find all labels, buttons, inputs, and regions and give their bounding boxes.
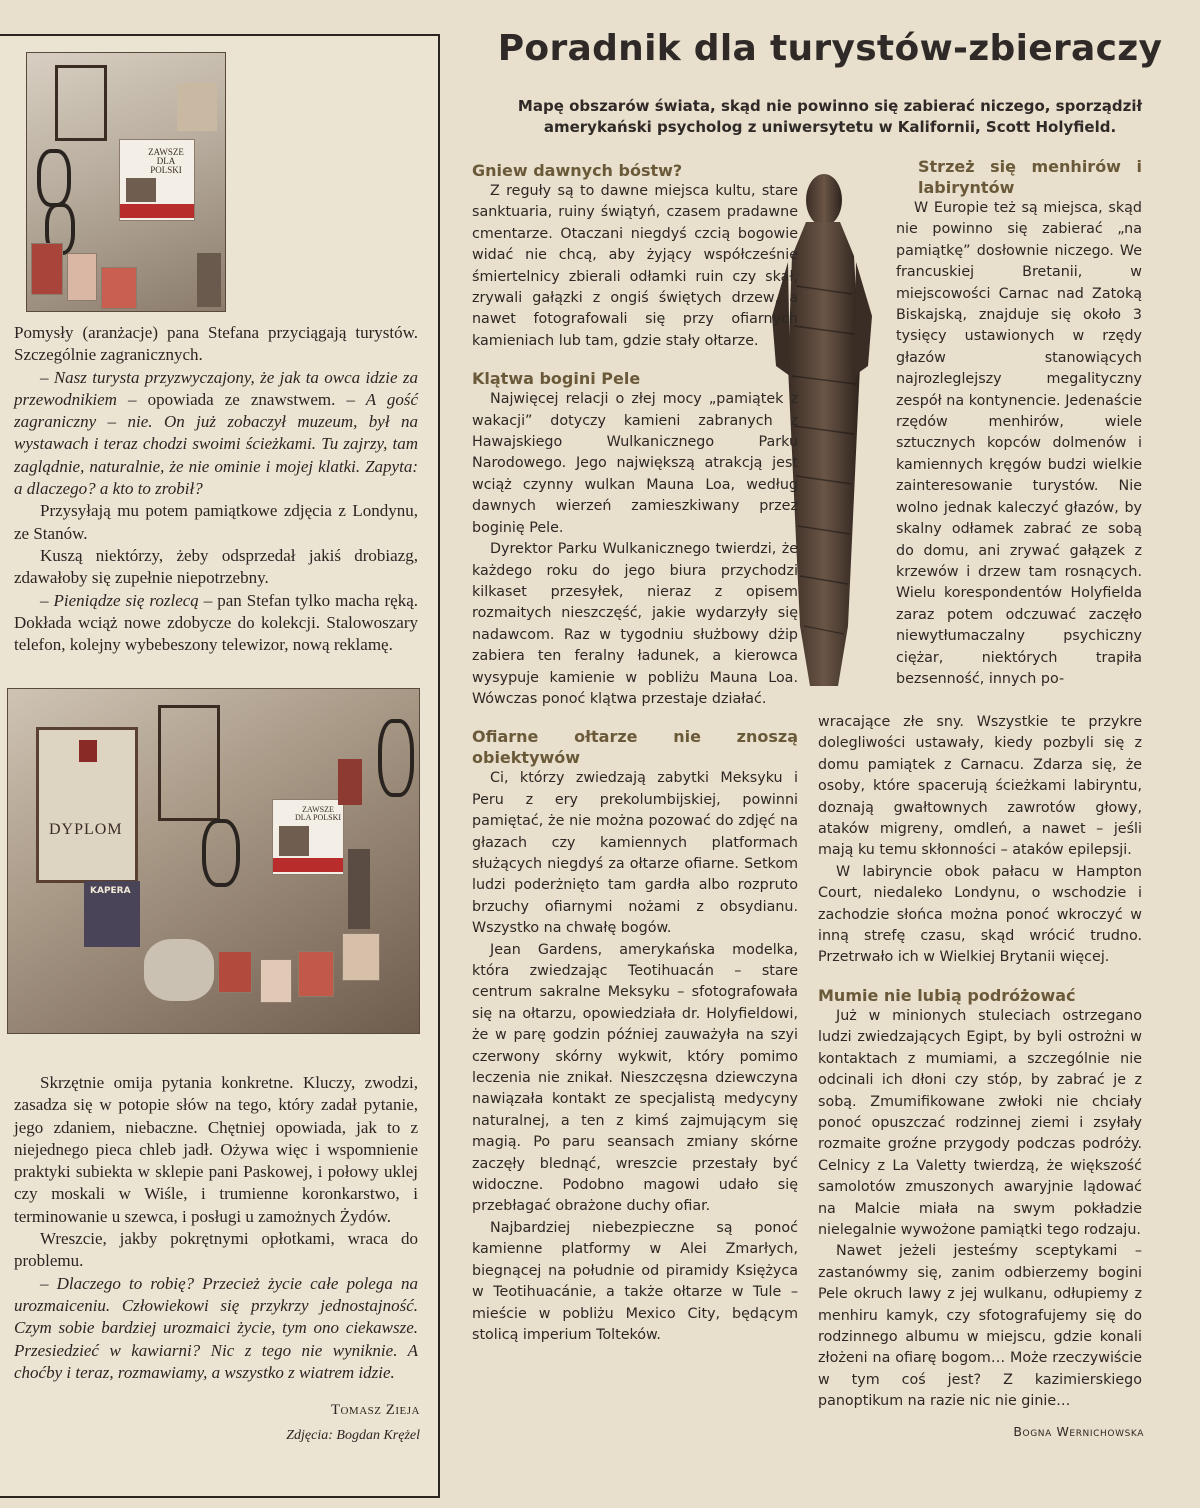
paragraph: [14, 500, 418, 545]
diploma: [36, 727, 138, 883]
paragraph: wracające złe sny. Wszystkie te przykre dolegliwości ustawały, kiedy pozbyli się z domu pamiątek z Carnacu. Zdarza się, że osoby, które spacerują ścieżkami labiryntu, doznają gwałtownych zawrotów głowy, ataków migreny, omdleń, a nawet – jeśli mają ku temu skłonności – ataków epilepsji.: [818, 714, 1142, 859]
author-signature: Tomasz Zieja: [330, 1402, 420, 1418]
paragraph: Najwięcej relacji o złej mocy „pamiątek z wakacji” dotyczy kamieni zabranych z Hawajskiego Wulkanicznego Parku Narodowego. Jego największą atrakcją jest wciąż czynny wulkan Mauna Loa, według dawnych wierzeń zamieszkiwany przez boginię Pele.: [472, 391, 798, 536]
wall-object: [348, 849, 370, 929]
wall-object: [338, 759, 362, 805]
paragraph-text: Przysyłają mu potem pamiątkowe zdjęcia z Londynu, ze Stanów.: [14, 501, 418, 543]
poster-text: ZAWSZE DLA POLSKI: [148, 147, 184, 175]
paragraph: [14, 545, 418, 590]
stairwell-photo: [26, 52, 226, 312]
paragraph: W labiryncie obok pałacu w Hampton Court, niedaleko Londynu, o wschodzie i zachodzie słońca można ponoć wkroczyć w inną strefę czasu, skąd wrócić trudno. Przetrwało ich w Wielkiej Brytanii więcej.: [818, 863, 1142, 966]
left-text-part2: [14, 1072, 418, 1384]
photo-card: [31, 243, 63, 295]
paragraph: [14, 367, 418, 501]
paragraph-text: – pan Stefan tylko macha ręką. Dokłada wciąż nowe zdobycze do kolekcji. Stalowoszary telefon, kolejny wybebeszony telewizor, nową reklamę.: [14, 590, 418, 655]
poster: [119, 139, 195, 221]
article-author: Bogna Wernichowska: [1013, 1424, 1144, 1439]
fur-object: [144, 939, 214, 1001]
paragraph: Jean Gardens, amerykańska modelka, która zwiedzając Teotihuacán – stare centrum sakralne Meksyku – sfotografowała się na ołtarzu, opowiedziała dr. Holyfieldowi, że w parę godzin później zauważyła na szyi czerwony skórny wykwit, który pomimo leczenia nie znikał. Nieszczęsna dziewczyna nawiązała kontakt ze specjalistą medycyny naturalnej, a ten z kimś zajmującym się magią. Po paru seansach zmiany skórne zaczęły blednąć, wreszcie przestały być widoczne. Podobno magowi udało się przebłagać obrażone duchy ofiar.: [472, 941, 798, 1215]
left-article-box: [0, 34, 440, 1498]
paragraph: Najbardziej niebezpieczne są ponoć kamienne platformy w Alei Zmarłych, biegnącej na południe od piramidy Księżyca w Teotihuacánie, a także ołtarze w Tule – mieście w pobliżu Mexico City, będącym stolicą imperium Tolteków.: [472, 1219, 798, 1343]
quote-text: – Pieniądze się rozlecą: [40, 590, 199, 610]
poster-text: ZAWSZE DLA POLSKI: [295, 805, 342, 822]
photo-card: [298, 951, 334, 997]
paragraph: [14, 590, 418, 657]
chain-decoration: [378, 719, 414, 797]
section-heading: Klątwa bogini Pele: [472, 369, 641, 389]
section-heading: Ofiarne ołtarze nie znoszą obiektywów: [472, 727, 798, 768]
paragraph: W Europie też są miejsca, skąd nie powinno się zabierać „na pamiątkę” dosłownie niczego. We francuskiej Bretanii, w miejscowości Carnac nad Zatoką Biskajską, znajduje się około 3 tysięcy ustawionych w rzędy głazów stanowiących najrozleglejszy megalityczny zespół na kontynencie. Jedenaście rzędów menhirów, wiele sztucznych kopców dolmenów i kamiennych kręgów budzi wielkie zainteresowanie turystów. Nie wolno jednak kaleczyć głazów, by skalny odłamek zabrać ze sobą do domu, ani zrywać gałązek z krzewów i drzew tam rosnących. Wielu korespondentów Holyfielda zaraz potem odczuwać zaczęło niewytłumaczalny psychiczny ciężar, niektórych trapiła bezsenność, innych po-: [896, 200, 1142, 687]
paragraph-text: Skrzętnie omija pytania konkretne. Kluczy, zwodzi, zasadza się w potopie słów na tego, który zadał pytanie, jego zdaniem, niebaczne. Chętniej opowiada, jak to z niejednego pieca chleb jadł. Ożywa więc i wspomnienie praktyki subiekta w sklepie pani Paskowej, i połowy uklej czy moskali w Wiśle, i trumienne koronkarstwo, i terminowanie u szewca, i posługi u zamożnych Żydów.: [14, 1073, 418, 1226]
chain-decoration: [202, 819, 240, 887]
portrait: [279, 826, 309, 856]
paragraph-text: Kuszą niektórzy, żeby odsprzedał jakiś drobiazg, zdawałoby się zupełnie niepotrzebny.: [14, 545, 418, 588]
paragraph: Nawet jeżeli jesteśmy sceptykami – zastanówmy się, zanim odbierzemy bogini Pele okruch lawy z jej wulkanu, odłupiemy z menhiru kamyk, czy sfotografujemy się do rodzinnego albumu w miejscu, gdzie konali złożeni na ofiarę bogom… Może rzeczywiście w tym coś jest? Z kazimierskiego panoptikum na razie nic nie ginie…: [818, 1243, 1142, 1410]
paragraph: Ci, którzy zwiedzają zabytki Meksyku i Peru z ery prekolumbijskiej, powinni pamiętać, że nie można pozować do zdjęć na głazach czy kamiennych platformach służących niegdyś za ołtarze ofiarne. Setkom ludzi poderżnięto tam gardła albo rozpruto brzuchy ofiarnymi nożami z obsydianu. Wszystko na chwałę bogów.: [472, 770, 798, 937]
wall-plaque: [177, 83, 217, 131]
collection-photo: [7, 688, 420, 1034]
quote-text: – Dlaczego to robię? Przecież życie całe polega na urozmaiceniu. Człowiekowi się przykrzy jednostajność. Czym sobie bardziej urozmaici życie, tym ono ciekawsze. Przesiedzieć w kawiarni? Nic z tego nie wyniknie. A choćby i teraz, rozmawiamy, a wszystko z wiatrem idzie.: [14, 1273, 418, 1382]
red-stripe: [273, 858, 343, 872]
article-lead: Mapę obszarów świata, skąd nie powinno się zabierać niczego, sporządził amerykański psycholog z uniwersytetu w Kalifornii, Scott Holyfield.: [517, 97, 1143, 136]
paragraph: Z reguły są to dawne miejsca kultu, stare sanktuaria, ruiny świątyń, czasem pradawne cmentarze. Otaczani niegdyś czcią bogowie widać nie chcą, aby żyjący współcześnie śmiertelnicy zbierali odłamki ruin czy skał, zrywali gałązki z ongiś świętych drzew, a nawet fotografowali się przy ofiarnych kamieniach lub tam, gdzie stały ołtarze.: [472, 183, 798, 349]
red-stripe: [120, 204, 194, 218]
section-heading: Strzeż się menhirów i labiryntów: [918, 157, 1142, 197]
section-heading: Mumie nie lubią podróżować: [818, 985, 1076, 1005]
ornament-frame: [55, 65, 107, 141]
left-text-part1: [14, 322, 418, 656]
poster: [272, 799, 344, 875]
photo-card: [101, 267, 137, 309]
ornament-frame: [158, 705, 220, 821]
paragraph: Dyrektor Parku Wulkanicznego twierdzi, że każdego roku do jego biura przychodzi kilkaset przesyłek, nieraz z opisem rozmaitych nieszczęść, jakie wydarzyły się nadawcom. Raz w tygodniu służbowy dżip zabiera ten feralny ładunek, a kierowca wysypuje kamienie w pobliżu Mauna Loa. Wówczas ponoć klątwa przestaje działać.: [472, 541, 798, 707]
section-heading: Gniew dawnych bóstw?: [472, 161, 683, 180]
paragraph: [14, 1273, 418, 1384]
paragraph: [14, 1228, 418, 1273]
article-column-left: [472, 160, 798, 1346]
article-column-right-top: [818, 156, 1142, 690]
article-column-right-bottom: [818, 712, 1142, 1413]
diploma-text: DYPLOM: [49, 821, 123, 838]
photo-card: [218, 951, 252, 993]
photo-card: [342, 933, 380, 981]
photo-card: [67, 253, 97, 301]
box-text: KAPERA: [90, 886, 131, 896]
article-title: Poradnik dla turystów-zbieraczy: [497, 28, 1163, 69]
paragraph-text: Wreszcie, jakby pokrętnymi opłotkami, wraca do problemu.: [14, 1229, 418, 1271]
paragraph: Już w minionych stuleciach ostrzegano ludzi zwiedzających Egipt, by byli ostrożni w kontaktach z mumiami, a szczególnie nie odcinali ich dłoni czy stóp, by zabrać je z sobą. Zmumifikowane zwłoki nie chciały ponoć opuszczać rodzinnej ziemi i zsyłały rozmaite groźne przygody podczas podróży. Celnicy z La Valetty twierdzą, że większość samolotów zmuszonych awaryjnie lądować na Malcie miała na swym pokładzie nielegalnie wywożone pamiątki tego rodzaju.: [818, 1007, 1142, 1238]
portrait: [126, 178, 156, 202]
photo-credit: Zdjęcia: Bogdan Krężel: [286, 1428, 420, 1443]
paragraph-text: – opowiada ze znawstwem.: [116, 389, 347, 409]
book-box: [84, 881, 140, 947]
photo-card: [260, 959, 292, 1003]
paragraph: [14, 1072, 418, 1228]
quote-text: – Nasz turysta przyzwyczajony, że jak ta owca idzie za przewodnikiem: [14, 367, 418, 409]
wall-object: [197, 253, 221, 307]
chain-decoration: [37, 149, 71, 207]
paragraph: [14, 322, 418, 367]
quote-text: – A gość zagraniczny – nie. On już zobaczył muzeum, był na wystawach i teraz chodzi swoimi ścieżkami. Tu zajrzy, tam zaglądnie, naturalnie, że nie ominie i mojej klatki. Zapyta: a dlaczego? a kto to zrobił?: [14, 389, 418, 499]
eagle-emblem: [79, 740, 97, 762]
paragraph-text: Pomysły (aranżacje) pana Stefana przyciągają turystów. Szczególnie zagranicznych.: [14, 323, 418, 365]
